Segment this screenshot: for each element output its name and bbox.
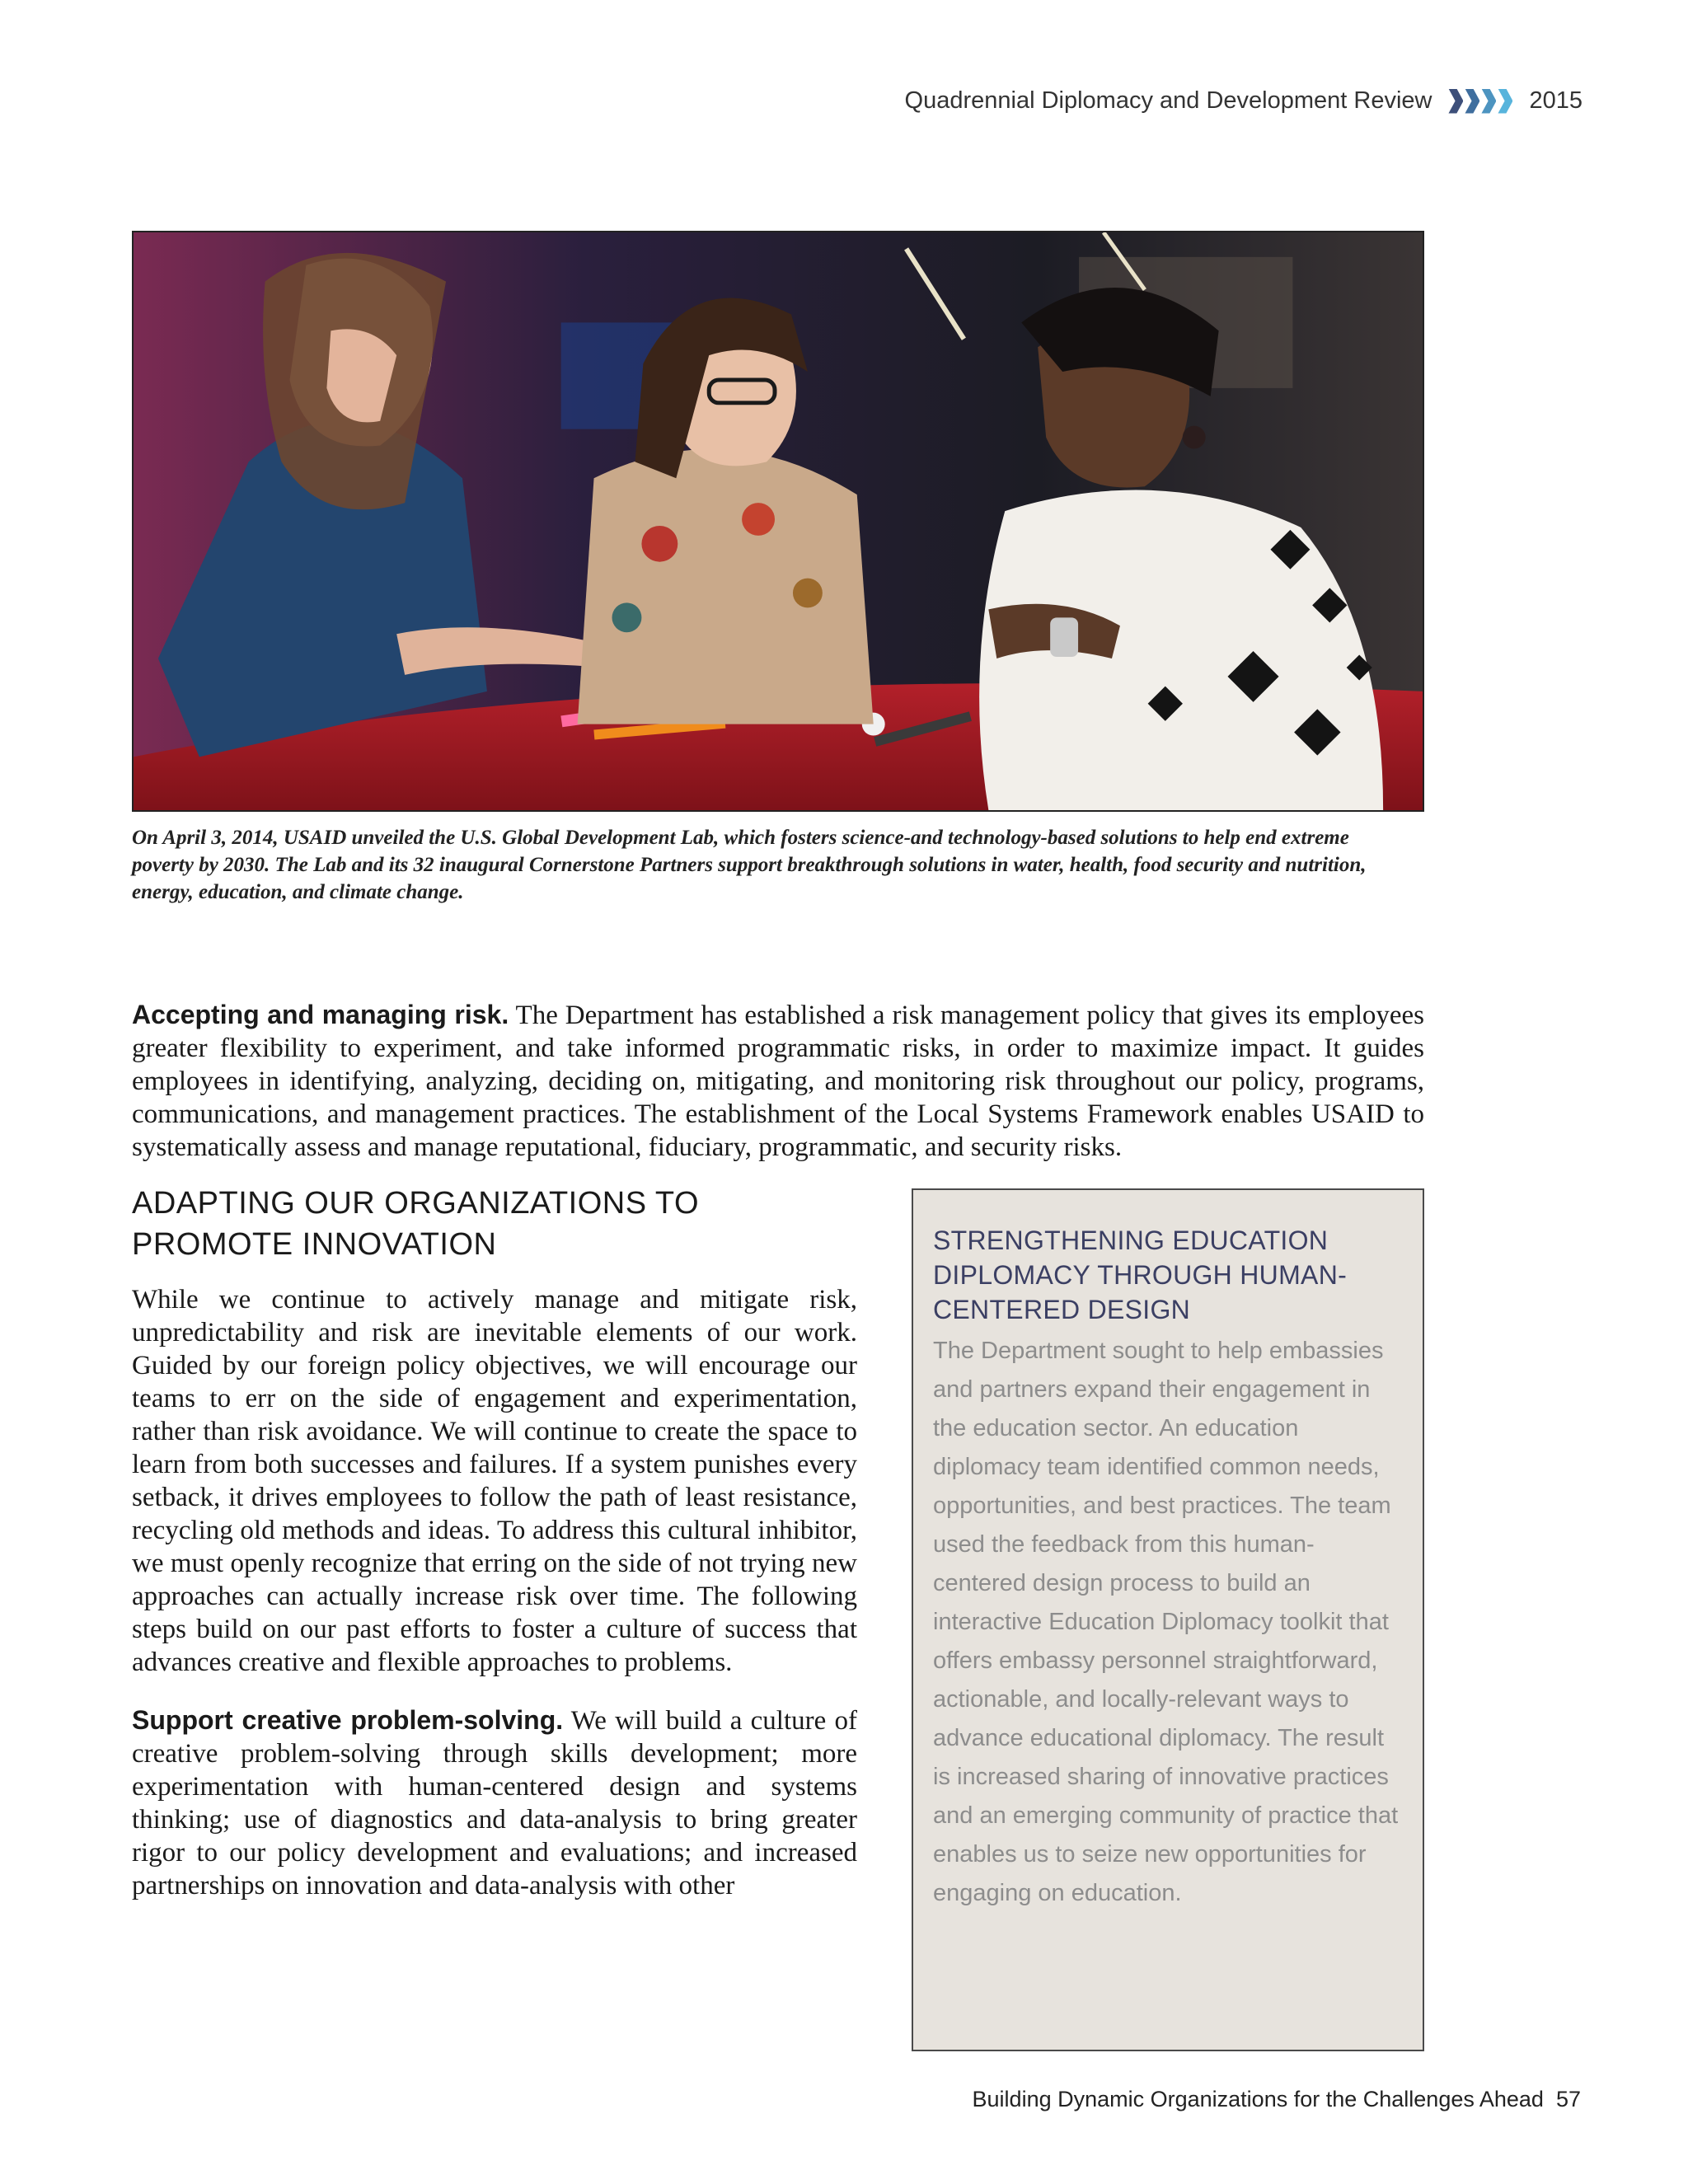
sidebar-title: STRENGTHENING EDUCATION DIPLOMACY THROUGH HUMAN-CENTERED DESIGN	[933, 1226, 1348, 1324]
event-photo	[132, 231, 1424, 812]
chevron-3-icon	[1481, 89, 1496, 114]
page-number: 57	[1555, 2087, 1581, 2111]
header-title: Quadrennial Diplomacy and Development Review	[904, 87, 1432, 114]
risk-text: The Department has established a risk management policy that gives its employees greater flexibility to experiment, and take informed programmatic risks, in order to maximize impact. It guides employees in identifying, analyzing, deciding on, mitigating, and monitoring risk throughout our policy, programs, communications, and management practices. The establishment of the Local Systems Framework enables USAID to systematically assess and manage reputational, fiduciary, programmatic, and security risks.	[132, 1001, 1425, 1162]
sidebar-body: The Department sought to help embassies and partners expand their engagement in the education sector. An education diplomacy team identified common needs, opportunities, and best practices. The team used the feedback from this human-centered design process to build an interactive Education Diplomacy toolkit that offers embassy personnel straightforward, actionable, and locally-relevant ways to advance educational diplomacy. The result is increased sharing of innovative practices and an emerging community of practice that enables us to seize new opportunities for engaging on education.	[933, 1338, 1399, 1906]
support-paragraph	[132, 1704, 857, 1902]
running-header	[905, 87, 1582, 115]
section-heading: ADAPTING OUR ORGANIZATIONS TO PROMOTE INNOVATION	[132, 1186, 700, 1262]
chevron-2-icon	[1465, 89, 1479, 114]
event-photo-illustration	[134, 232, 1423, 810]
photo-caption: On April 3, 2014, USAID unveiled the U.S. Global Development Lab, which fosters science-and technology-based solutions to help end extreme poverty by 2030. The Lab and its 32 inaugural Cornerstone Partners support breakthrough solutions in water, health, food security and nutrition, energy, education, and climate change.	[132, 827, 1367, 903]
support-lead: Support creative problem-solving.	[132, 1705, 564, 1735]
chevron-1-icon	[1448, 89, 1463, 114]
adapting-paragraph: While we continue to actively manage and mitigate risk, unpredictability and risk are inevitable elements of our work. Guided by our foreign policy objectives, we will encourage our teams to err on the side of engagement and experimentation, rather than risk avoidance. We will continue to create the space to learn from both successes and failures. If a system punishes every setback, it drives employees to follow the path of least resistance, recycling old methods and ideas. To address this cultural inhibitor, we must openly recognize that erring on the side of not trying new approaches can actually increase risk over time. The following steps build on our past efforts to foster a culture of success that advances creative and flexible approaches to problems.	[132, 1285, 857, 1677]
support-text: We will build a culture of creative problem-solving through skills development; more experimentation with human-centered design and systems thinking; use of diagnostics and data-analysis to bring greater rigor to our policy development and evaluations; and increased partnerships on innovation and data-analysis with other	[132, 1706, 857, 1900]
chevron-arrows-icon	[1448, 89, 1512, 114]
running-footer	[973, 2087, 1581, 2112]
header-year: 2015	[1529, 87, 1582, 114]
sidebar-box	[912, 1188, 1424, 2051]
risk-paragraph	[132, 998, 1424, 1164]
risk-lead: Accepting and managing risk.	[132, 1000, 509, 1029]
footer-text: Building Dynamic Organizations for the Challenges Ahead	[972, 2087, 1544, 2111]
main-column	[132, 1183, 857, 1927]
chevron-4-icon	[1498, 89, 1512, 114]
